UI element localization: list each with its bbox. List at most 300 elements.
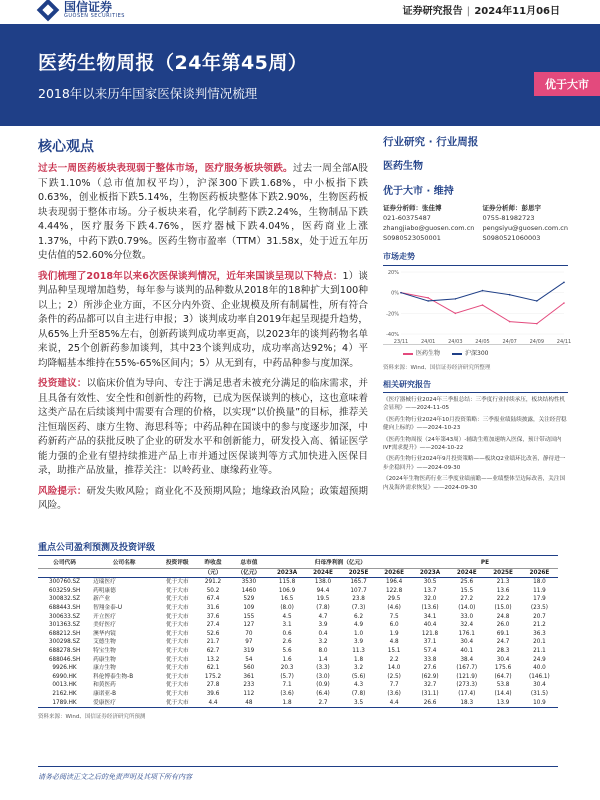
table-cell: 40.0 — [533, 665, 546, 672]
table-cell: 0013.HK — [52, 682, 77, 689]
table-cell: 560 — [243, 665, 255, 672]
table-cell: 94.4 — [316, 587, 330, 594]
col-close-unit: （元） — [197, 568, 229, 578]
forecast-table — [38, 559, 558, 708]
table-cell: (146.1) — [529, 673, 550, 680]
table-cell: 32.0 — [423, 596, 437, 603]
legend-item-csi300: 沪深300 — [452, 348, 488, 357]
x-tick-label: 24/11 — [556, 339, 572, 345]
related-report-item[interactable]: 《2024年生物医药行业三季度业绩前瞻——业绩整体呈边际改善，关注国内及海外需求恢复》——2024-09-30 — [383, 476, 566, 491]
table-cell: 37.1 — [423, 639, 437, 646]
table-row — [38, 699, 558, 708]
table-cell: 22.2 — [496, 596, 510, 603]
header-meta: 证券研究报告 | 2024年11月06日 — [402, 6, 560, 17]
main-column — [38, 128, 368, 514]
table-cell: 57.4 — [423, 647, 437, 654]
table-cell: 1789.HK — [38, 699, 91, 708]
table-cell: (2.5) — [387, 673, 401, 680]
table-cell: 2162.HK — [52, 690, 77, 697]
table-cell: (31.1) — [421, 690, 439, 697]
table-cell: 1.9 — [389, 630, 399, 637]
y-tick-label: -20% — [386, 311, 399, 318]
table-cell: 8.0 — [318, 647, 328, 654]
table-cell: 175.2 — [204, 673, 222, 680]
table-cell: 27.2 — [460, 596, 474, 603]
table-cell: 迈瑞医疗 — [93, 579, 116, 586]
table-cell: 优于大市 — [165, 673, 189, 680]
table-cell: 301363.SZ — [49, 622, 81, 629]
table-row — [38, 664, 558, 673]
table-row — [38, 673, 558, 682]
table-cell: 优于大市 — [165, 587, 189, 594]
paragraph-investment — [38, 377, 368, 479]
col-rating: 投资评级 — [157, 559, 197, 568]
table-cell: 23.8 — [352, 596, 365, 603]
table-cell: 优于大市 — [165, 682, 189, 689]
series-1-point — [563, 302, 565, 304]
table-cell: 48 — [229, 699, 269, 708]
table-cell: 291.2 — [204, 579, 222, 586]
table-cell: 20.7 — [533, 613, 546, 620]
table-cell: 7.7 — [389, 682, 399, 689]
table-cell: 11.9 — [533, 587, 546, 594]
table-cell: 121.8 — [421, 630, 439, 637]
table-cell: 1.8 — [354, 656, 364, 663]
table-cell: 40.4 — [423, 622, 437, 629]
core-view-title: 核心观点 — [38, 139, 94, 155]
x-tick-label: 24/05 — [475, 339, 490, 345]
table-cell: 62.7 — [206, 647, 220, 654]
table-cell: 康诺亚-B — [93, 690, 117, 697]
table-cell: 3.2 — [354, 665, 364, 672]
y-tick-label: 20% — [387, 270, 399, 276]
table-row — [38, 613, 558, 622]
analyst-1-phone: 021-60375487 — [383, 214, 431, 222]
table-cell: 艾德生物 — [93, 639, 116, 646]
report-date: 2024年11月06日 — [474, 6, 560, 17]
table-cell: 优于大市 — [157, 699, 197, 708]
paragraph-nrdl-body: 1）谈判品种呈现增加趋势，每年参与谈判的品种数从2018年的18种扩大到100种以上；2）所涉企业方面，不区分内外资、企业规模及所有制属性，所有符合条件的药品都可以自主进行申报；3）谈判成功率自2019年起呈现提升趋势，从65%上升至85%左右，创新药谈判成功率更高，以2023年的谈判药物名单来说，25个创新药参加谈判，其中23个谈判成功，成功率高达92%；4）平均降幅基本维持在55%-65%区间内；5）从无到有，中药品种参与度加深。 — [38, 270, 368, 369]
table-cell: 和黄医药 — [93, 682, 116, 689]
table-cell: 28.3 — [496, 647, 510, 654]
table-source: 资料来源：Wind、国信证券经济研究所预测 — [38, 714, 146, 721]
table-cell: (273.3) — [456, 682, 478, 689]
table-cell: 40.1 — [460, 647, 474, 654]
table-header-row-2 — [38, 568, 558, 578]
table-cell: 优于大市 — [165, 647, 189, 654]
table-cell: (5.6) — [351, 673, 366, 680]
x-tick-label: 23/11 — [393, 339, 409, 345]
table-cell: 24.8 — [496, 613, 510, 620]
table-cell: 50.2 — [206, 587, 220, 594]
table-cell: (3.3) — [316, 665, 330, 672]
analyst-1-name: 证券分析师：张佳博 — [383, 204, 442, 212]
table-cell: 25.6 — [460, 579, 474, 586]
paragraph-investment-lead: 投资建议： — [38, 378, 87, 389]
table-cell: 新产业 — [93, 596, 111, 603]
table-cell: (7.8) — [351, 690, 366, 697]
table-cell: (14.0) — [458, 604, 476, 611]
brand-logo — [40, 0, 125, 20]
table-cell: 107.7 — [350, 587, 367, 594]
y-tick-label: 0% — [391, 290, 399, 297]
table-cell: 优于大市 — [165, 604, 189, 611]
series-2-point — [536, 300, 538, 302]
table-cell: 39.6 — [206, 690, 220, 697]
table-cell: 38.4 — [460, 656, 474, 663]
table-row — [38, 595, 558, 604]
chart-svg — [383, 266, 572, 346]
table-cell: 33.0 — [460, 613, 474, 620]
analyst-2-id: S0980521060003 — [482, 234, 541, 242]
table-cell: 9926.HK — [52, 665, 77, 672]
table-cell: 233 — [243, 682, 255, 689]
related-reports-title: 相关研究报告 — [383, 379, 568, 393]
table-row — [38, 578, 558, 587]
table-cell: 6.2 — [354, 613, 364, 620]
table-cell: 16.5 — [280, 596, 294, 603]
table-cell: (62.9) — [421, 673, 439, 680]
table-cell: 13.7 — [423, 587, 437, 594]
table-cell: 27.4 — [206, 622, 220, 629]
related-report-item[interactable]: 《医药生物行业2024年9月投资策略——板块Q2业绩环比改善，静待进一步企稳回升》——2024-09-30 — [383, 456, 566, 471]
related-report-item[interactable]: 《医药生物周报（24年第43周）-辅助生殖加速纳入医保，预计带动国内IVF需求提升》——2024-10-22 — [383, 436, 562, 452]
table-cell: (17.4) — [458, 690, 476, 697]
table-cell: 69.1 — [496, 630, 510, 637]
table-cell: (167.7) — [456, 665, 478, 672]
table-cell: 优于大市 — [165, 596, 189, 603]
table-cell: 特宝生物 — [93, 647, 116, 654]
forecast-table-title: 重点公司盈利预测及投资评级 — [38, 540, 558, 556]
paragraph-risk-body: 研发失败风险；商业化不及预期风险；地缘政治风险；政策超预期风险。 — [38, 485, 368, 511]
col-code: 公司代码 — [38, 559, 91, 568]
chart-title: 市场走势 — [383, 252, 415, 261]
analyst-2-phone: 0755-81982723 — [482, 214, 535, 222]
table-cell: 4.4 — [376, 699, 412, 708]
table-cell: (14.4) — [494, 690, 512, 697]
series-1-point — [509, 321, 511, 323]
table-cell: 97 — [245, 639, 253, 646]
table-cell: 300760.SZ — [49, 579, 81, 586]
table-cell: 29.5 — [387, 596, 401, 603]
brand-name-cn: 国信证券 — [64, 0, 113, 14]
sidebar — [383, 128, 572, 492]
table-cell: 18.0 — [533, 579, 546, 586]
table-cell: 4.4 — [197, 699, 229, 708]
table-cell: 688046.SH — [48, 656, 81, 663]
table-cell: 优于大市 — [165, 665, 189, 672]
col-name: 公司名称 — [91, 559, 157, 568]
table-cell: 26.6 — [412, 699, 448, 708]
analyst-2 — [483, 203, 568, 243]
table-cell: 优于大市 — [165, 613, 189, 620]
table-cell: 196.4 — [385, 579, 403, 586]
market-trend-chart — [383, 265, 572, 345]
legend-item-pharma: 医药生物 — [403, 348, 440, 357]
series-2-point — [563, 282, 565, 284]
table-cell: (3.0) — [316, 673, 330, 680]
table-cell: (8.0) — [280, 604, 294, 611]
table-cell: 优于大市 — [165, 656, 189, 663]
paragraph-risk — [38, 485, 368, 514]
col-pe-2024: 2024E — [448, 568, 485, 578]
related-report-item[interactable]: 《医药生物行业2024年10月投资策略：三季报业绩陆续披露，关注经营稳健向上标的》——2024-10-23 — [383, 416, 567, 432]
table-row — [38, 604, 558, 613]
table-cell: (3.6) — [387, 690, 401, 697]
table-cell: 科伦博泰生物-B — [93, 673, 134, 680]
table-cell: 109 — [243, 604, 255, 611]
table-cell: 138.0 — [314, 579, 332, 586]
table-cell: 52.6 — [206, 630, 220, 637]
table-row — [38, 638, 558, 647]
table-cell: 4.8 — [389, 639, 399, 646]
forecast-table-body — [38, 578, 558, 708]
table-cell: 3.5 — [341, 699, 377, 708]
table-cell: 优于大市 — [165, 690, 189, 697]
x-tick-label: 24/03 — [448, 339, 463, 345]
forecast-table-section — [38, 540, 558, 720]
table-cell: 300298.SZ — [49, 639, 81, 646]
table-cell: 优于大市 — [165, 579, 189, 586]
table-cell: 优于大市 — [165, 622, 189, 629]
x-tick-label: 24/01 — [420, 339, 436, 345]
table-cell: 27.6 — [423, 665, 437, 672]
table-cell: 美好医疗 — [93, 622, 116, 629]
table-cell: (5.7) — [280, 673, 294, 680]
rating-badge: 优于大市 — [534, 72, 600, 96]
table-cell: 21.3 — [496, 579, 510, 586]
table-cell: 3.1 — [282, 622, 292, 629]
table-cell: 3.9 — [354, 639, 364, 646]
table-row — [38, 681, 558, 690]
table-header-row-1 — [38, 559, 558, 568]
table-cell: 智翔金泰-U — [93, 604, 123, 611]
table-cell: 603259.SH — [48, 587, 81, 594]
table-cell: 32.7 — [423, 682, 437, 689]
table-cell: 31.6 — [206, 604, 220, 611]
col-profit: 归母净利润（亿元） — [269, 559, 412, 568]
table-cell: 70 — [245, 630, 253, 637]
analyst-2-email[interactable]: pengsiyu@guosen.com.cn — [482, 224, 568, 232]
table-cell: 3530 — [241, 579, 257, 586]
table-cell: 127 — [243, 622, 255, 629]
footer-divider — [38, 766, 558, 767]
table-cell: 688278.SH — [48, 647, 81, 654]
table-row — [38, 647, 558, 656]
table-cell: (7.8) — [316, 604, 330, 611]
table-cell: 13.6 — [496, 587, 510, 594]
paragraph-nrdl-lead: 我们梳理了2018年以来6次医保谈判情况，近年来国谈呈现以下特点： — [38, 270, 343, 282]
table-row — [38, 690, 558, 699]
col-pe: PE — [412, 559, 558, 568]
report-subtitle: 2018年以来历年国家医保谈判情况梳理 — [38, 86, 258, 101]
table-cell: 18.3 — [448, 699, 485, 708]
table-cell: 药明康德 — [93, 587, 116, 594]
table-row — [38, 630, 558, 639]
table-cell: 3.2 — [318, 639, 328, 646]
table-cell: 688212.SH — [48, 630, 81, 637]
table-cell: 1.8 — [269, 699, 305, 708]
table-cell: 20.1 — [533, 639, 546, 646]
col-pe-2026: 2026E — [521, 568, 558, 578]
series-1-point — [455, 313, 457, 315]
table-cell: 开立医疗 — [93, 613, 116, 620]
table-cell: (13.6) — [421, 604, 439, 611]
table-cell: 0.4 — [318, 630, 328, 637]
paragraph-market-lead: 过去一周医药板块表现弱于整体市场，医疗服务板块领跌。 — [38, 163, 293, 174]
series-1-point — [482, 304, 484, 306]
analyst-1 — [383, 203, 474, 243]
table-cell: 6.0 — [389, 622, 399, 629]
table-cell: 13.9 — [485, 699, 521, 708]
series-line-1 — [401, 293, 564, 324]
table-cell: 15.1 — [387, 647, 401, 654]
table-cell: 4.3 — [354, 682, 364, 689]
related-report-item[interactable]: 《医疗器械行业2024年三季报总结：三季度行业持续承压，板块结构性机会显现》——2024-11-05 — [383, 397, 566, 412]
table-cell: (6.4) — [316, 690, 330, 697]
col-close: 昨收盘 — [197, 559, 229, 568]
footer-disclaimer: 请务必阅读正文之后的免责声明及其项下所有内容 — [38, 773, 192, 781]
series-2-point — [427, 300, 429, 302]
analyst-2-name: 证券分析师：彭思宇 — [482, 204, 542, 212]
related-reports-list — [383, 396, 568, 492]
table-cell: 爱康医疗 — [91, 699, 157, 708]
table-cell: 1.0 — [354, 630, 364, 637]
table-cell: 1.6 — [282, 656, 292, 663]
table-cell: (121.9) — [456, 673, 478, 680]
table-cell: 37.6 — [206, 613, 220, 620]
series-2-point — [482, 290, 484, 292]
x-tick-label: 24/07 — [502, 339, 517, 345]
table-cell: 24.7 — [496, 639, 510, 646]
table-cell: 21.1 — [533, 647, 546, 654]
table-cell: 24.9 — [533, 656, 546, 663]
table-cell: 药康生物 — [93, 656, 116, 663]
table-cell: 6990.HK — [52, 673, 77, 680]
table-cell: 36.3 — [533, 630, 546, 637]
table-cell: 21.7 — [206, 639, 220, 646]
col-pe-2023: 2023A — [412, 568, 448, 578]
analyst-1-email[interactable]: zhangjiabo@guosen.com.cn — [383, 224, 475, 232]
analyst-1-id: S0980523050001 — [383, 234, 441, 242]
table-cell: 30.4 — [460, 639, 474, 646]
series-2-point — [455, 298, 457, 300]
table-cell: 15.5 — [460, 587, 474, 594]
paragraph-risk-lead: 风险提示： — [38, 485, 87, 497]
table-cell: 106.9 — [278, 587, 296, 594]
doc-type: 证券研究报告 — [402, 6, 463, 17]
paragraph-market-body: 过去一周全部A股下跌1.10%（总市值加权平均），沪深300下跌1.68%，中小板指下跌0.63%，创业板指下跌5.14%，生物医药板块整体下跌2.90%，生物医药板块表现弱于整体市场。分子板块来看，化学制药下跌2.24%，生物制品下跌4.44%，医疗服务下跌4.76%，医疗器械下跌4.04%，医药商业上涨1.37%，中药下跌0.79%。医药生物市盈率（TTM）31.58x，处于近五年历史估值的52.60%分位数。 — [38, 163, 368, 261]
table-cell: 4.5 — [282, 613, 292, 620]
col-profit-2023: 2023A — [269, 568, 305, 578]
analyst-block — [383, 203, 568, 243]
table-cell: 7.5 — [389, 613, 399, 620]
table-cell: 11.3 — [352, 647, 365, 654]
table-cell: 319 — [243, 647, 255, 654]
series-2-point — [400, 292, 402, 294]
table-cell: 1460 — [241, 587, 257, 594]
paragraph-market — [38, 162, 368, 264]
table-cell: 155 — [243, 613, 255, 620]
report-title: 医药生物周报（24年第45周） — [38, 52, 308, 74]
table-cell: 19.5 — [316, 596, 330, 603]
title-banner — [0, 24, 600, 126]
paragraph-nrdl — [38, 270, 368, 372]
table-cell: (64.7) — [494, 673, 512, 680]
table-cell: 20.3 — [280, 665, 294, 672]
table-cell: (3.6) — [280, 690, 294, 697]
table-cell: 13.2 — [206, 656, 220, 663]
table-cell: 34.1 — [423, 613, 437, 620]
col-profit-2025: 2025E — [341, 568, 377, 578]
table-cell: 26.0 — [496, 622, 510, 629]
table-cell: 32.4 — [460, 622, 474, 629]
series-1-point — [427, 297, 429, 299]
table-row — [38, 587, 558, 596]
page-header — [0, 0, 600, 24]
table-cell: 30.5 — [423, 579, 437, 586]
table-cell: 62.1 — [206, 665, 220, 672]
table-cell: (23.5) — [530, 604, 548, 611]
table-cell: 122.8 — [385, 587, 403, 594]
table-cell: 1.4 — [318, 656, 328, 663]
table-cell: 澳华内镜 — [93, 630, 116, 637]
table-cell: 361 — [243, 673, 255, 680]
table-cell: (31.5) — [530, 690, 548, 697]
table-cell: 688443.SH — [48, 604, 81, 611]
col-profit-2024: 2024E — [305, 568, 341, 578]
table-cell: 176.1 — [458, 630, 475, 637]
table-cell: 2.6 — [282, 639, 292, 646]
logo-mark-icon — [37, 0, 60, 21]
table-row — [38, 621, 558, 630]
chart-source: 资料来源：Wind、国信证券经济研究所整理 — [383, 365, 491, 371]
table-cell: 17.9 — [533, 596, 546, 603]
table-cell: 53.8 — [496, 682, 510, 689]
y-tick-label: -40% — [386, 332, 399, 338]
table-cell: 10.9 — [521, 699, 558, 708]
table-cell: 175.6 — [494, 665, 512, 672]
table-cell: 33.8 — [423, 656, 437, 663]
table-cell: (7.3) — [351, 604, 366, 611]
table-cell: 2.7 — [305, 699, 341, 708]
col-mktcap-unit: （亿元） — [229, 568, 269, 578]
table-cell: 27.8 — [206, 682, 220, 689]
table-cell: 165.7 — [350, 579, 367, 586]
table-cell: 30.4 — [533, 682, 546, 689]
table-cell: 115.8 — [278, 579, 296, 586]
table-cell: (4.6) — [387, 604, 401, 611]
table-cell: 5.6 — [282, 647, 292, 654]
chart-legend — [383, 348, 568, 357]
table-cell: 7.1 — [282, 682, 292, 689]
table-cell: 3.9 — [318, 622, 328, 629]
table-cell: 2.2 — [389, 656, 399, 663]
table-cell: 21.2 — [533, 622, 546, 629]
series-line-2 — [401, 282, 564, 301]
table-cell: 67.4 — [206, 596, 220, 603]
table-cell: 54 — [245, 656, 253, 663]
col-pe-2025: 2025E — [485, 568, 521, 578]
industry-name: 医药生物 — [383, 161, 423, 172]
table-cell: 4.7 — [318, 613, 328, 620]
x-tick-label: 24/09 — [529, 339, 545, 345]
col-profit-2026: 2026E — [376, 568, 412, 578]
table-cell: 529 — [243, 596, 255, 603]
col-mktcap: 总市值 — [229, 559, 269, 568]
report-category: 行业研究 · 行业周报 — [383, 136, 479, 148]
table-cell: 4.9 — [354, 622, 364, 629]
